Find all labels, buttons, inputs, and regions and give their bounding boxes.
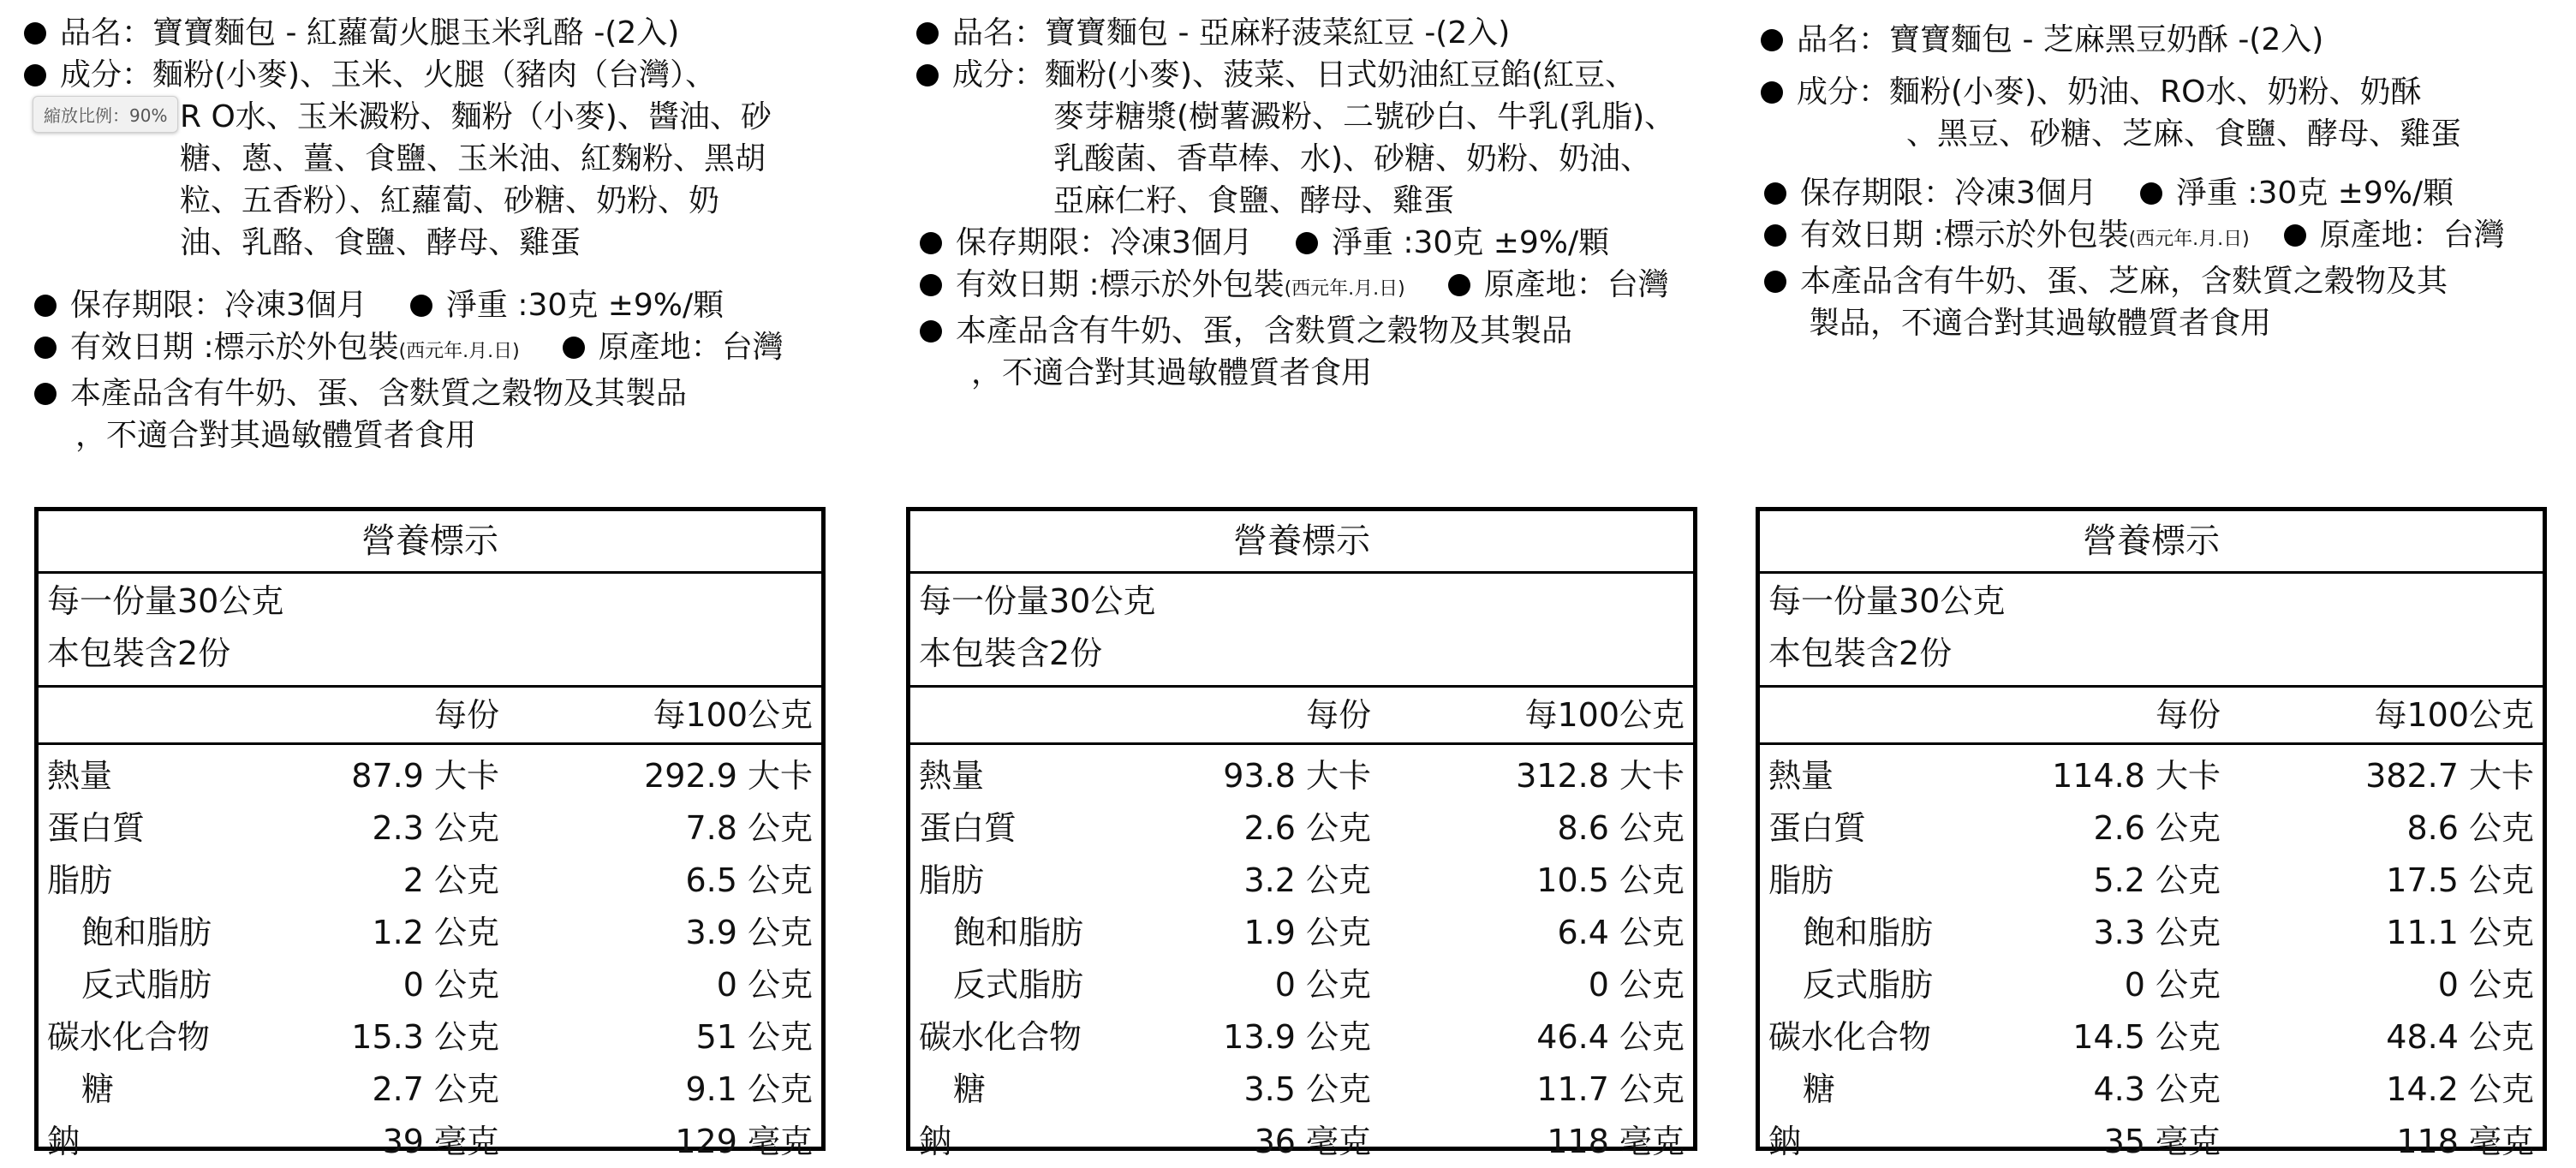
serving-size: 每一份量30公克 [47, 582, 284, 620]
bullet-icon [1761, 81, 1783, 104]
ingredients-text: 麵粉(小麥)、玉米、火腿（豬肉（台灣）、 [152, 57, 717, 92]
expiry-label: 有效日期 :標示於外包裝 [70, 330, 399, 365]
nutrient-label: 蛋白質 [919, 809, 1017, 847]
nutrition-row [39, 959, 821, 1011]
nutrition-title: 營養標示 [1760, 511, 2543, 574]
origin: 原產地：台灣 [1483, 267, 1669, 302]
nutrition-row [39, 1011, 821, 1064]
bullet-icon [24, 64, 46, 86]
bullet-icon [1764, 271, 1786, 293]
bullet-icon [2284, 224, 2306, 247]
origin: 原產地：台灣 [2319, 218, 2505, 253]
nutrient-per-100g: 8.6 公克 [2406, 809, 2534, 847]
nutrient-per-100g: 129 毫克 [675, 1123, 813, 1160]
nutrition-row [1760, 1064, 2543, 1116]
ingredients-text: 粒、五香粉）、紅蘿蔔、砂糖、奶粉、奶 [180, 183, 720, 218]
product-name-line [1747, 19, 2552, 61]
nutrient-label: 熱量 [919, 757, 985, 795]
nutrient-label: 熱量 [1768, 757, 1834, 795]
bullet-icon [1448, 274, 1470, 296]
expiry-note: (西元年.月.日) [2128, 229, 2250, 250]
nutrient-per-100g: 7.8 公克 [685, 809, 813, 847]
nutrient-label: 碳水化合物 [1768, 1018, 1932, 1056]
nutrient-per-serving: 2.7 公克 [372, 1070, 499, 1108]
shelf-life-line [1747, 172, 2552, 214]
shelf-life: 保存期限：冷凍3個月 [70, 288, 367, 323]
nutrient-per-100g: 10.5 公克 [1536, 861, 1685, 899]
nutrient-per-100g: 382.7 大卡 [2365, 757, 2534, 795]
nutrient-label: 碳水化合物 [919, 1018, 1082, 1056]
bullet-icon [2140, 182, 2162, 205]
allergen-line [897, 310, 1702, 352]
product-name: 品名：寶寶麵包 - 紅蘿蔔火腿玉米乳酪 -(2入) [60, 15, 680, 51]
nutrition-row [1760, 1011, 2543, 1064]
nutrient-label: 脂肪 [1768, 861, 1834, 899]
net-weight: 淨重 :30克 ±9%/顆 [445, 288, 724, 323]
servings-per-package: 本包裝含2份 [47, 635, 231, 672]
nutrition-table [34, 507, 826, 1160]
nutrient-label: 飽和脂肪 [953, 914, 1084, 951]
nutrient-per-serving: 0 公克 [2124, 966, 2221, 1004]
nutrition-header-row [1760, 688, 2543, 745]
serving-size: 每一份量30公克 [919, 582, 1156, 620]
bullet-icon [916, 64, 939, 86]
allergen-line [1747, 260, 2552, 302]
servings-per-package: 本包裝含2份 [919, 635, 1103, 672]
nutrient-per-100g: 8.6 公克 [1557, 809, 1685, 847]
product-info [897, 12, 1702, 394]
nutrition-title: 營養標示 [39, 511, 821, 574]
nutrient-per-serving: 1.2 公克 [372, 914, 499, 951]
bullet-icon [1764, 182, 1786, 205]
nutrient-per-serving: 2.6 公克 [2093, 809, 2221, 847]
nutrition-header-row [910, 688, 1693, 745]
nutrition-row [910, 959, 1693, 1011]
bullet-icon [34, 383, 57, 405]
nutrient-label: 鈉 [47, 1123, 80, 1160]
nutrient-per-100g: 9.1 公克 [685, 1070, 813, 1108]
nutrient-per-serving: 93.8 大卡 [1223, 757, 1371, 795]
allergen-text-cont: ，不適合對其過敏體質者食用 [971, 355, 1373, 390]
nutrient-label: 糖 [953, 1070, 987, 1108]
nutrition-row [39, 750, 821, 802]
col-per-serving: 每份 [433, 696, 499, 734]
expiry-note: (西元年.月.日) [398, 341, 520, 362]
bullet-icon [24, 22, 46, 45]
expiry-note: (西元年.月.日) [1284, 278, 1405, 300]
nutrient-per-serving: 0 公克 [1274, 966, 1371, 1004]
ingredients-text: 麵粉(小麥)、奶油、RO水、奶粉、奶酥 [1889, 74, 2422, 110]
expiry-line [897, 264, 1702, 310]
shelf-life-line [897, 222, 1702, 264]
col-per-serving: 每份 [2155, 696, 2221, 734]
nutrient-per-100g: 46.4 公克 [1536, 1018, 1685, 1056]
ingredients-line [1747, 71, 2552, 113]
allergen-text: 本產品含有牛奶、蛋、芝麻，含麩質之穀物及其 [1800, 264, 2448, 299]
nutrient-per-serving: 114.8 大卡 [2052, 757, 2221, 795]
nutrient-per-serving: 4.3 公克 [2093, 1070, 2221, 1108]
nutrient-per-serving: 35 毫克 [2103, 1123, 2221, 1160]
bullet-icon [34, 337, 57, 359]
nutrient-per-serving: 2.3 公克 [372, 809, 499, 847]
expiry-line [1747, 214, 2552, 260]
nutrient-per-serving: 3.3 公克 [2093, 914, 2221, 951]
origin: 原產地：台灣 [598, 330, 784, 365]
expiry-label: 有效日期 :標示於外包裝 [1800, 218, 2129, 253]
nutrition-row [1760, 1116, 2543, 1168]
allergen-line [24, 372, 829, 414]
nutrient-per-serving: 87.9 大卡 [351, 757, 499, 795]
nutrient-per-serving: 0 公克 [402, 966, 499, 1004]
bullet-icon [920, 232, 942, 254]
nutrient-per-100g: 48.4 公克 [2386, 1018, 2534, 1056]
ingredients-label: 成分： [60, 57, 153, 92]
nutrition-row [1760, 802, 2543, 855]
nutrient-label: 飽和脂肪 [81, 914, 212, 951]
ingredients-text: 油、乳酪、食鹽、酵母、雞蛋 [180, 225, 581, 260]
product-name: 品名：寶寶麵包 - 芝麻黑豆奶酥 -(2入) [1797, 22, 2324, 57]
nutrient-label: 糖 [81, 1070, 115, 1108]
product-name-line [897, 12, 1702, 54]
nutrient-per-100g: 0 公克 [2437, 966, 2534, 1004]
nutrition-table [1756, 507, 2547, 1160]
nutrient-per-serving: 3.2 公克 [1243, 861, 1371, 899]
col-per-serving: 每份 [1305, 696, 1371, 734]
nutrition-row [39, 1116, 821, 1168]
nutrient-per-100g: 14.2 公克 [2386, 1070, 2534, 1108]
nutrient-per-100g: 6.4 公克 [1557, 914, 1685, 951]
nutrient-label: 熱量 [47, 757, 113, 795]
nutrient-label: 蛋白質 [1768, 809, 1867, 847]
nutrient-per-100g: 11.1 公克 [2386, 914, 2534, 951]
bullet-icon [1764, 224, 1786, 247]
serving-info [910, 574, 1693, 688]
servings-per-package: 本包裝含2份 [1768, 635, 1953, 672]
nutrition-row [1760, 750, 2543, 802]
nutrient-per-serving: 1.9 公克 [1243, 914, 1371, 951]
nutrient-per-100g: 51 公克 [695, 1018, 813, 1056]
net-weight: 淨重 :30克 ±9%/顆 [2175, 176, 2454, 211]
nutrient-label: 蛋白質 [47, 809, 146, 847]
bullet-icon [1761, 29, 1783, 51]
nutrient-per-serving: 3.5 公克 [1243, 1070, 1371, 1108]
nutrient-label: 飽和脂肪 [1803, 914, 1934, 951]
allergen-text: 本產品含有牛奶、蛋，含麩質之穀物及其製品 [956, 313, 1573, 349]
nutrient-per-100g: 0 公克 [716, 966, 813, 1004]
allergen-text-cont: ，不適合對其過敏體質者食用 [75, 418, 477, 453]
nutrient-per-serving: 39 毫克 [382, 1123, 499, 1160]
bullet-icon [34, 295, 57, 317]
nutrition-row [39, 907, 821, 959]
nutrition-row [39, 802, 821, 855]
product-name-line [24, 12, 829, 54]
nutrient-label: 鈉 [1768, 1123, 1802, 1160]
ingredients-text: 糖、蔥、薑、食鹽、玉米油、紅麴粉、黑胡 [180, 141, 766, 176]
nutrient-per-serving: 14.5 公克 [2072, 1018, 2221, 1056]
bullet-icon [920, 274, 942, 296]
nutrient-per-100g: 0 公克 [1588, 966, 1685, 1004]
ingredients-label: 成分： [952, 57, 1046, 92]
nutrition-row [910, 855, 1693, 907]
nutrition-row [1760, 855, 2543, 907]
zoom-level-badge: 縮放比例：90% [33, 96, 178, 133]
nutrient-label: 糖 [1803, 1070, 1836, 1108]
nutrient-label: 脂肪 [47, 861, 113, 899]
col-per-100g: 每100公克 [2374, 696, 2534, 734]
nutrition-row [910, 1064, 1693, 1116]
product-info [24, 12, 829, 456]
allergen-text: 本產品含有牛奶、蛋、含麩質之穀物及其製品 [70, 376, 688, 411]
nutrient-per-serving: 13.9 公克 [1223, 1018, 1371, 1056]
nutrition-row [39, 1064, 821, 1116]
nutrient-per-serving: 2.6 公克 [1243, 809, 1371, 847]
nutrient-label: 反式脂肪 [81, 966, 212, 1004]
expiry-line [24, 326, 829, 372]
ingredients-text: 亞麻仁籽、食鹽、酵母、雞蛋 [1053, 183, 1455, 218]
nutrition-row [910, 802, 1693, 855]
nutrient-per-100g: 312.8 大卡 [1516, 757, 1685, 795]
ingredients-text: R O水、玉米澱粉、麵粉（小麥)、醬油、砂 [180, 99, 772, 134]
nutrient-per-serving: 5.2 公克 [2093, 861, 2221, 899]
nutrition-title: 營養標示 [910, 511, 1693, 574]
product-info [1747, 12, 2552, 344]
nutrition-row [910, 750, 1693, 802]
nutrition-row [39, 855, 821, 907]
ingredients-text: 麵粉(小麥)、菠菜、日式奶油紅豆餡(紅豆、 [1045, 57, 1637, 92]
nutrient-per-100g: 292.9 大卡 [644, 757, 813, 795]
col-per-100g: 每100公克 [653, 696, 813, 734]
nutrition-table [906, 507, 1697, 1160]
shelf-life: 保存期限：冷凍3個月 [1800, 176, 2097, 211]
bullet-icon [1296, 232, 1318, 254]
serving-size: 每一份量30公克 [1768, 582, 2006, 620]
ingredients-label: 成分： [1797, 74, 1890, 110]
nutrient-label: 脂肪 [919, 861, 985, 899]
bullet-icon [563, 337, 585, 359]
nutrition-row [910, 907, 1693, 959]
ingredients-text: 麥芽糖漿(樹薯澱粉、二號砂白、牛乳(乳脂)、 [1053, 99, 1676, 134]
nutrient-label: 碳水化合物 [47, 1018, 211, 1056]
serving-info [1760, 574, 2543, 688]
net-weight: 淨重 :30克 ±9%/顆 [1331, 225, 1610, 260]
bullet-icon [916, 22, 939, 45]
nutrient-per-100g: 11.7 公克 [1536, 1070, 1685, 1108]
nutrient-per-serving: 15.3 公克 [351, 1018, 499, 1056]
nutrient-per-100g: 6.5 公克 [685, 861, 813, 899]
shelf-life-line [24, 284, 829, 326]
expiry-label: 有效日期 :標示於外包裝 [956, 267, 1285, 302]
nutrient-per-serving: 2 公克 [402, 861, 499, 899]
nutrition-row [1760, 959, 2543, 1011]
col-per-100g: 每100公克 [1524, 696, 1685, 734]
nutrient-per-100g: 118 毫克 [2396, 1123, 2534, 1160]
ingredients-line [24, 54, 829, 96]
serving-info [39, 574, 821, 688]
nutrition-row [910, 1116, 1693, 1168]
product-name: 品名：寶寶麵包 - 亞麻籽菠菜紅豆 -(2入) [952, 15, 1511, 51]
ingredients-text: 、黑豆、砂糖、芝麻、食鹽、酵母、雞蛋 [1906, 116, 2462, 152]
nutrient-per-100g: 3.9 公克 [685, 914, 813, 951]
nutrient-per-100g: 118 毫克 [1547, 1123, 1685, 1160]
nutrition-header-row [39, 688, 821, 745]
nutrition-row [1760, 907, 2543, 959]
nutrient-per-100g: 17.5 公克 [2386, 861, 2534, 899]
bullet-icon [920, 320, 942, 343]
ingredients-line [897, 54, 1702, 96]
allergen-text-cont: 製品，不適合對其過敏體質者食用 [1809, 306, 2272, 341]
nutrient-label: 反式脂肪 [1803, 966, 1934, 1004]
nutrition-row [910, 1011, 1693, 1064]
bullet-icon [410, 295, 432, 317]
nutrient-label: 鈉 [919, 1123, 952, 1160]
nutrient-label: 反式脂肪 [953, 966, 1084, 1004]
nutrient-per-serving: 36 毫克 [1254, 1123, 1371, 1160]
shelf-life: 保存期限：冷凍3個月 [956, 225, 1253, 260]
ingredients-text: 乳酸菌、香草棒、水)、砂糖、奶粉、奶油、 [1053, 141, 1652, 176]
